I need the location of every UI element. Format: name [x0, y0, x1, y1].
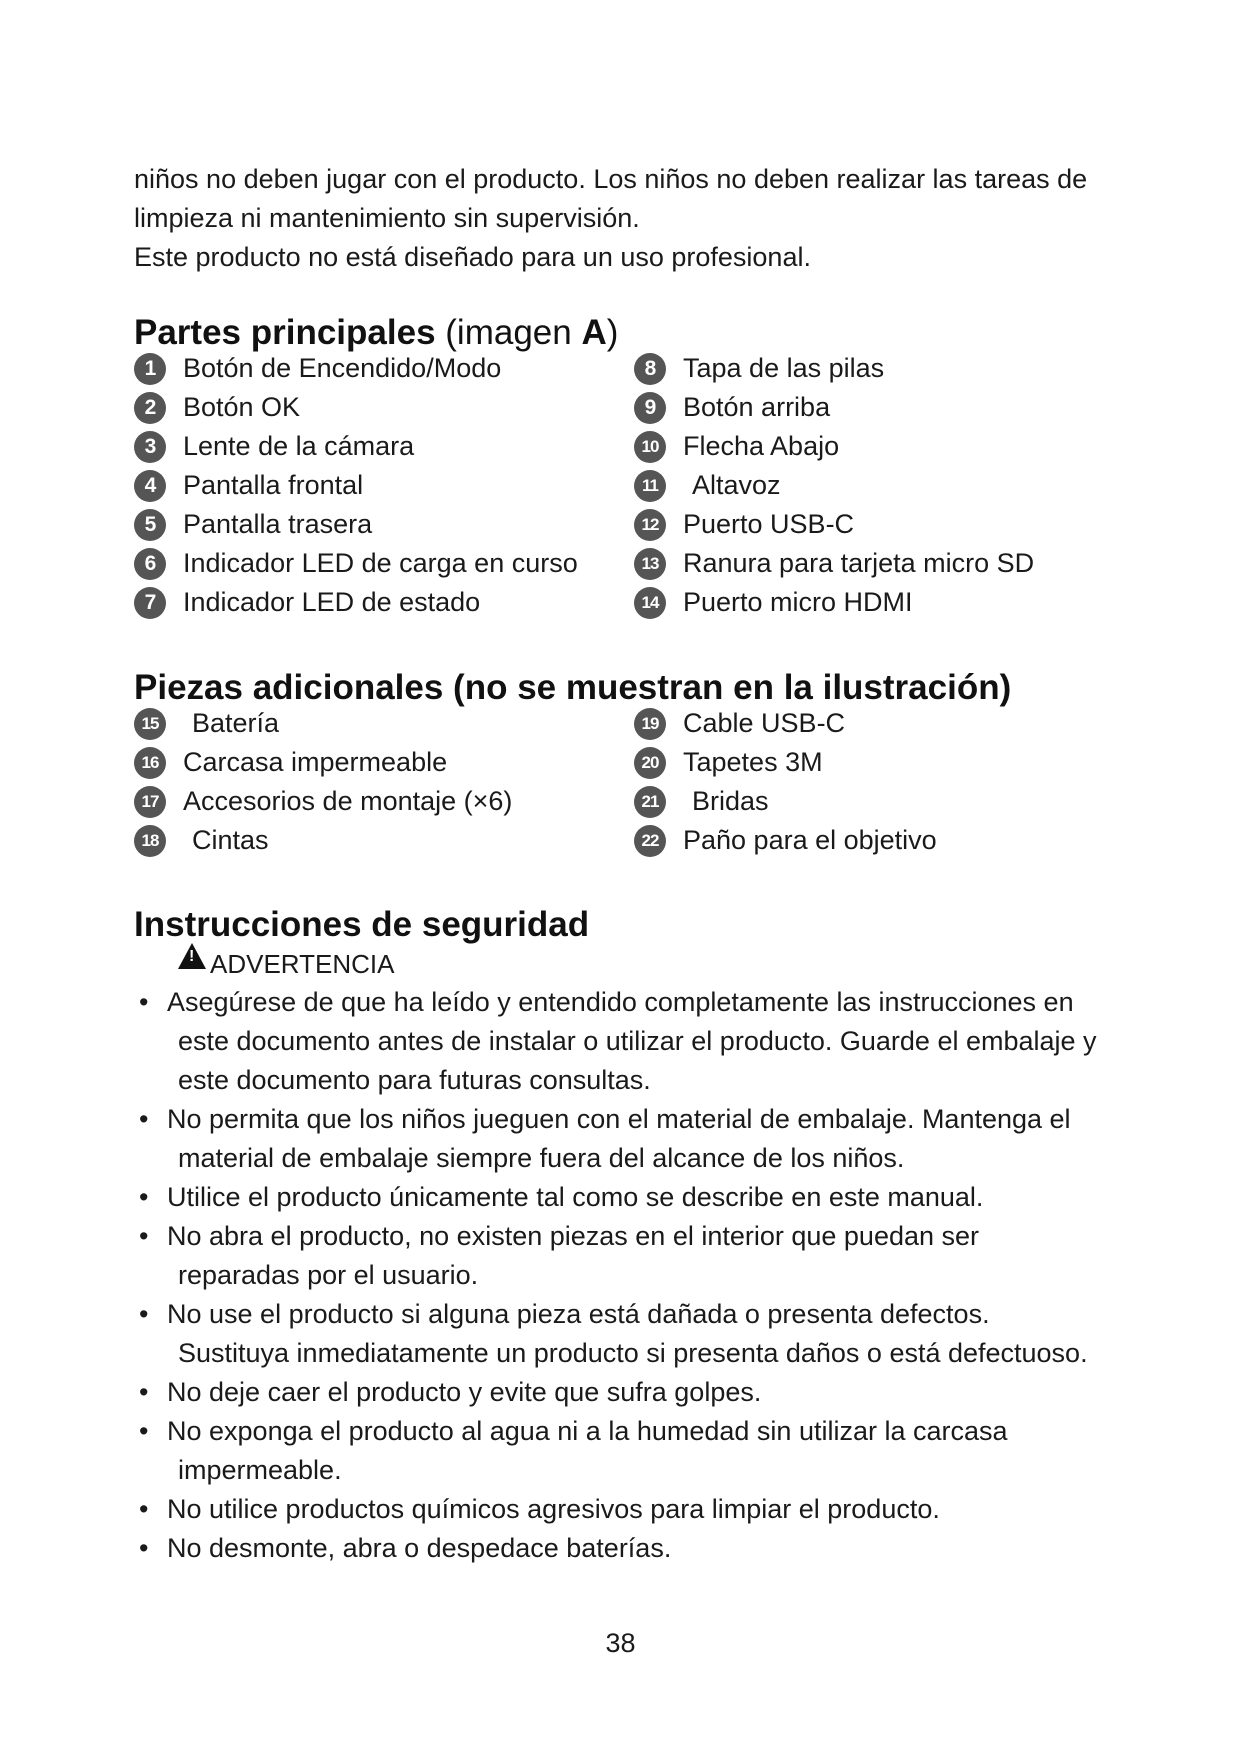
list-item [634, 388, 1124, 427]
item-label: Puerto micro HDMI [683, 587, 913, 617]
parts-list [134, 349, 1124, 622]
number-badge: 13 [634, 548, 666, 580]
item-label: Paño para el objetivo [683, 825, 937, 855]
list-item [134, 544, 634, 583]
number-badge: 16 [134, 747, 166, 779]
list-item [134, 1178, 1124, 1217]
number-badge: 19 [634, 708, 666, 740]
number-badge: 3 [134, 431, 166, 463]
bullet-line: No exponga el producto al agua ni a la humedad sin utilizar la carcasa [167, 1416, 1008, 1446]
bullet-line: No desmonte, abra o despedace baterías. [167, 1533, 672, 1563]
list-item [134, 1100, 1124, 1178]
bullet-line: Utilice el producto únicamente tal como se describe en este manual. [167, 1182, 984, 1212]
list-item [134, 349, 634, 388]
intro-line: limpieza ni mantenimiento sin supervisión. [134, 203, 640, 233]
item-label: Ranura para tarjeta micro SD [683, 548, 1035, 578]
list-item [634, 704, 1124, 743]
bullet-line: impermeable. [178, 1455, 342, 1485]
intro-line: Este producto no está diseñado para un uso profesional. [134, 242, 811, 272]
item-label: Botón de Encendido/Modo [183, 353, 502, 383]
bullet-line: No use el producto si alguna pieza está dañada o presenta defectos. [167, 1299, 990, 1329]
list-item [134, 821, 634, 860]
item-label: Indicador LED de estado [183, 587, 481, 617]
heading-bold: Partes principales [134, 313, 436, 352]
item-label: Puerto USB-C [683, 509, 855, 539]
list-item [634, 583, 1124, 622]
number-badge: 8 [634, 353, 666, 385]
bullet-line: este documento antes de instalar o utilizar el producto. Guarde el embalaje y [178, 1026, 1097, 1056]
number-badge: 22 [634, 825, 666, 857]
main-parts-section [134, 313, 1124, 622]
warning-text: ADVERTENCIA [210, 948, 395, 979]
list-item [134, 782, 634, 821]
intro-text [134, 160, 1124, 277]
item-label: Pantalla trasera [183, 509, 373, 539]
item-label: Lente de la cámara [183, 431, 415, 461]
main-parts-heading [134, 313, 1124, 353]
list-item [134, 505, 634, 544]
list-item [634, 427, 1124, 466]
heading-letter: A [581, 313, 607, 352]
number-badge: 18 [134, 825, 166, 857]
heading-light: (imagen [445, 313, 582, 352]
number-badge: 5 [134, 509, 166, 541]
item-label: Indicador LED de carga en curso [183, 548, 578, 578]
number-badge: 17 [134, 786, 166, 818]
list-item [134, 1529, 1124, 1568]
item-label: Batería [192, 708, 280, 738]
list-item [134, 704, 634, 743]
bullet-line: No permita que los niños jueguen con el material de embalaje. Mantenga el [167, 1104, 1071, 1134]
list-item [134, 427, 634, 466]
intro-line: niños no deben jugar con el producto. Los niños no deben realizar las tareas de [134, 164, 1088, 194]
item-label: Botón OK [183, 392, 301, 422]
list-item [634, 505, 1124, 544]
item-label: Altavoz [692, 470, 781, 500]
additional-column-right [634, 704, 1124, 860]
item-label: Bridas [692, 786, 769, 816]
parts-column-right [634, 349, 1124, 622]
list-item [134, 388, 634, 427]
parts-column-left [134, 349, 634, 622]
safety-heading: Instrucciones de seguridad [134, 905, 590, 944]
additional-parts-heading: Piezas adicionales (no se muestran en la ilustración) [134, 668, 1012, 707]
list-item [134, 583, 634, 622]
list-item [134, 1412, 1124, 1490]
number-badge: 2 [134, 392, 166, 424]
number-badge: 20 [634, 747, 666, 779]
list-item [134, 983, 1124, 1100]
number-badge: 9 [634, 392, 666, 424]
list-item [634, 349, 1124, 388]
additional-parts-list [134, 704, 1124, 860]
item-label: Cintas [192, 825, 269, 855]
number-badge: 11 [634, 470, 666, 502]
bullet-line: Sustituya inmediatamente un producto si presenta daños o está defectuoso. [178, 1338, 1088, 1368]
safety-bullet-list [134, 983, 1124, 1568]
item-label: Botón arriba [683, 392, 831, 422]
list-item [634, 544, 1124, 583]
list-item [634, 743, 1124, 782]
number-badge: 14 [634, 587, 666, 619]
bullet-line: reparadas por el usuario. [178, 1260, 479, 1290]
list-item [634, 821, 1124, 860]
number-badge: 15 [134, 708, 166, 740]
warning-triangle-icon [178, 943, 206, 969]
item-label: Tapa de las pilas [683, 353, 885, 383]
bullet-line: No deje caer el producto y evite que sufra golpes. [167, 1377, 762, 1407]
bullet-line: No utilice productos químicos agresivos para limpiar el producto. [167, 1494, 940, 1524]
heading-close: ) [606, 313, 619, 352]
document-page [134, 160, 1124, 1568]
number-badge: 12 [634, 509, 666, 541]
number-badge: 4 [134, 470, 166, 502]
list-item [134, 1490, 1124, 1529]
additional-column-left [134, 704, 634, 860]
number-badge: 10 [634, 431, 666, 463]
item-label: Carcasa impermeable [183, 747, 448, 777]
item-label: Flecha Abajo [683, 431, 840, 461]
bullet-line: Asegúrese de que ha leído y entendido completamente las instrucciones en [167, 987, 1074, 1017]
list-item [134, 1295, 1124, 1373]
safety-section [134, 905, 1124, 1568]
list-item [134, 743, 634, 782]
list-item [634, 466, 1124, 505]
list-item [134, 1217, 1124, 1295]
page-number: 38 [605, 1628, 636, 1658]
item-label: Pantalla frontal [183, 470, 364, 500]
warning-label [178, 945, 1124, 983]
item-label: Cable USB-C [683, 708, 846, 738]
number-badge: 21 [634, 786, 666, 818]
additional-parts-section [134, 668, 1124, 860]
number-badge: 1 [134, 353, 166, 385]
item-label: Accesorios de montaje (×6) [183, 786, 513, 816]
bullet-line: material de embalaje siempre fuera del alcance de los niños. [178, 1143, 905, 1173]
bullet-line: este documento para futuras consultas. [178, 1065, 651, 1095]
number-badge: 7 [134, 587, 166, 619]
number-badge: 6 [134, 548, 166, 580]
list-item [634, 782, 1124, 821]
list-item [134, 466, 634, 505]
list-item [134, 1373, 1124, 1412]
bullet-line: No abra el producto, no existen piezas en el interior que puedan ser [167, 1221, 980, 1251]
item-label: Tapetes 3M [683, 747, 823, 777]
